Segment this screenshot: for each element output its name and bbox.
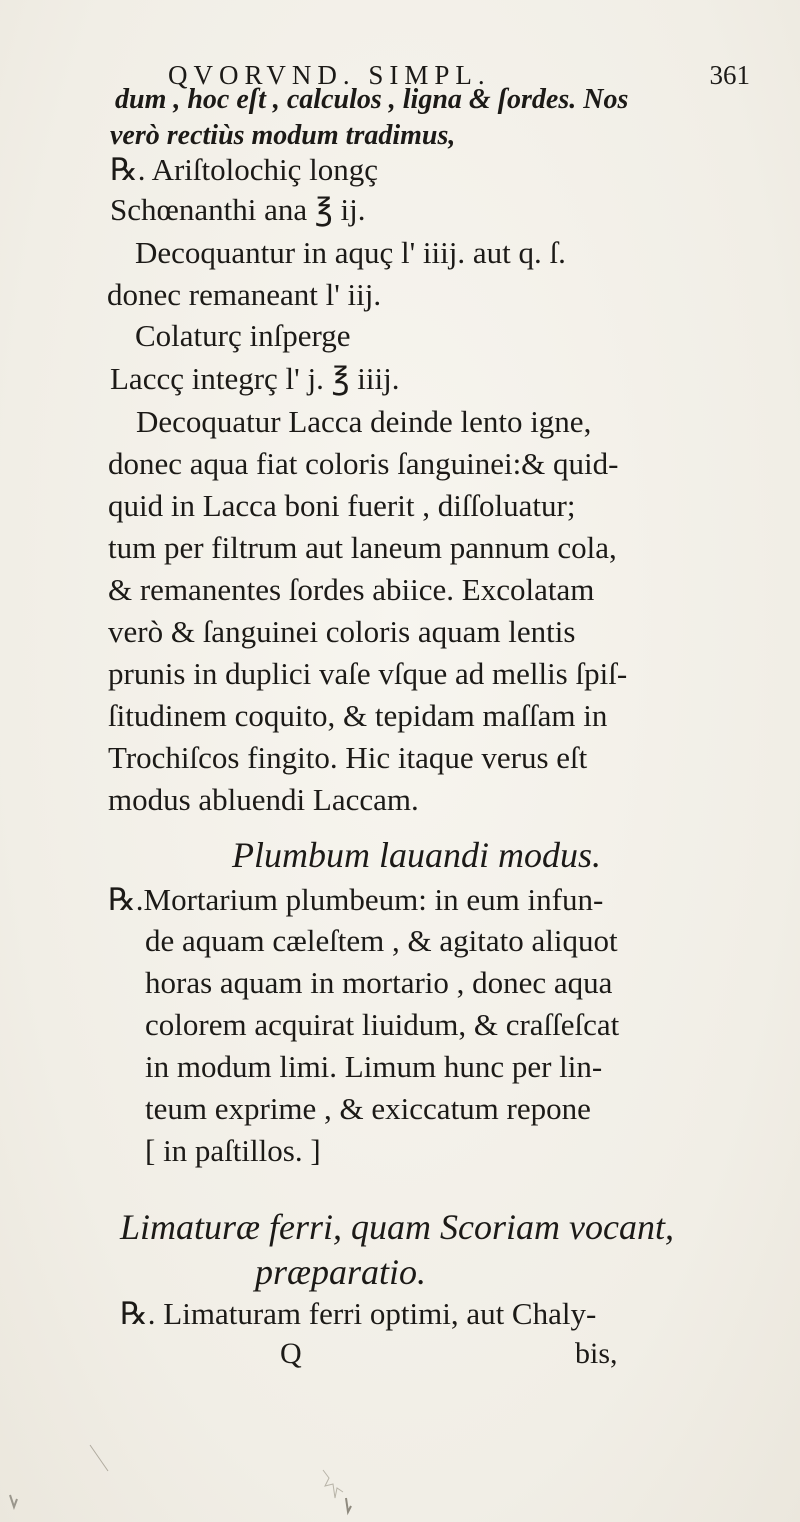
- paper-stains: [0, 1380, 800, 1522]
- text-line: [ in paſtillos. ]: [145, 1133, 321, 1168]
- running-head-title: QVORVND. SIMPL.: [168, 60, 491, 90]
- text-line: dum , hoc eſt , calculos , ligna & ſordes. Nos: [115, 84, 629, 115]
- text-line: Schœnanthi ana ℥ ij.: [110, 192, 366, 227]
- text-line: donec remaneant l' iij.: [107, 277, 382, 312]
- text-line: prunis in duplici vaſe vſque ad mellis ſpiſ-: [108, 656, 628, 691]
- section-heading: Limaturæ ferri, quam Scoriam vocant,: [120, 1207, 674, 1247]
- text-line: modus abluendi Laccam.: [108, 782, 419, 817]
- text-line: verò rectiùs modum tradimus,: [110, 120, 456, 151]
- text-line: de aquam cæleſtem , & agitato aliquot: [145, 923, 618, 958]
- stain-mark: [90, 1445, 108, 1471]
- text-line: Trochiſcos fingito. Hic itaque verus eſt: [108, 740, 588, 775]
- page-number: 361: [709, 60, 750, 90]
- text-line: teum exprime , & exiccatum repone: [145, 1091, 591, 1126]
- signature-mark: Q: [280, 1337, 302, 1370]
- stain-mark: [323, 1470, 343, 1498]
- text-line: Colaturç inſperge: [135, 318, 351, 353]
- text-line: in modum limi. Limum hunc per lin-: [145, 1049, 603, 1084]
- text-line: quid in Lacca boni fuerit , diſſoluatur;: [108, 488, 576, 523]
- text-line: ℞. Limaturam ferri optimi, aut Chaly-: [120, 1296, 597, 1331]
- text-line: & remanentes ſordes abiice. Excolatam: [108, 572, 595, 607]
- text-line: ℞. Ariſtolochiç longç: [110, 152, 378, 187]
- text-line: verò & ſanguinei coloris aquam lentis: [108, 614, 576, 649]
- stain-mark: [346, 1498, 351, 1512]
- text-line: Laccç integrç l' j. ℥ iiij.: [110, 361, 400, 396]
- section-heading: Plumbum lauandi modus.: [232, 835, 601, 875]
- catchword: bis,: [575, 1337, 618, 1370]
- text-line: ſitudinem coquito, & tepidam maſſam in: [108, 698, 608, 733]
- text-line: Decoquatur Lacca deinde lento igne,: [136, 404, 592, 439]
- section-heading: præparatio.: [255, 1252, 427, 1292]
- text-line: Decoquantur in aquç l' iiij. aut q. ſ.: [135, 235, 566, 270]
- text-line: tum per filtrum aut laneum pannum cola,: [108, 530, 617, 565]
- text-line: donec aqua fiat coloris ſanguinei:& quid-: [108, 446, 619, 481]
- text-line: ℞.Mortarium plumbeum: in eum infun-: [108, 882, 604, 917]
- text-line: colorem acquirat liuidum, & craſſeſcat: [145, 1007, 620, 1042]
- text-line: horas aquam in mortario , donec aqua: [145, 965, 613, 1000]
- stain-mark: [10, 1495, 17, 1507]
